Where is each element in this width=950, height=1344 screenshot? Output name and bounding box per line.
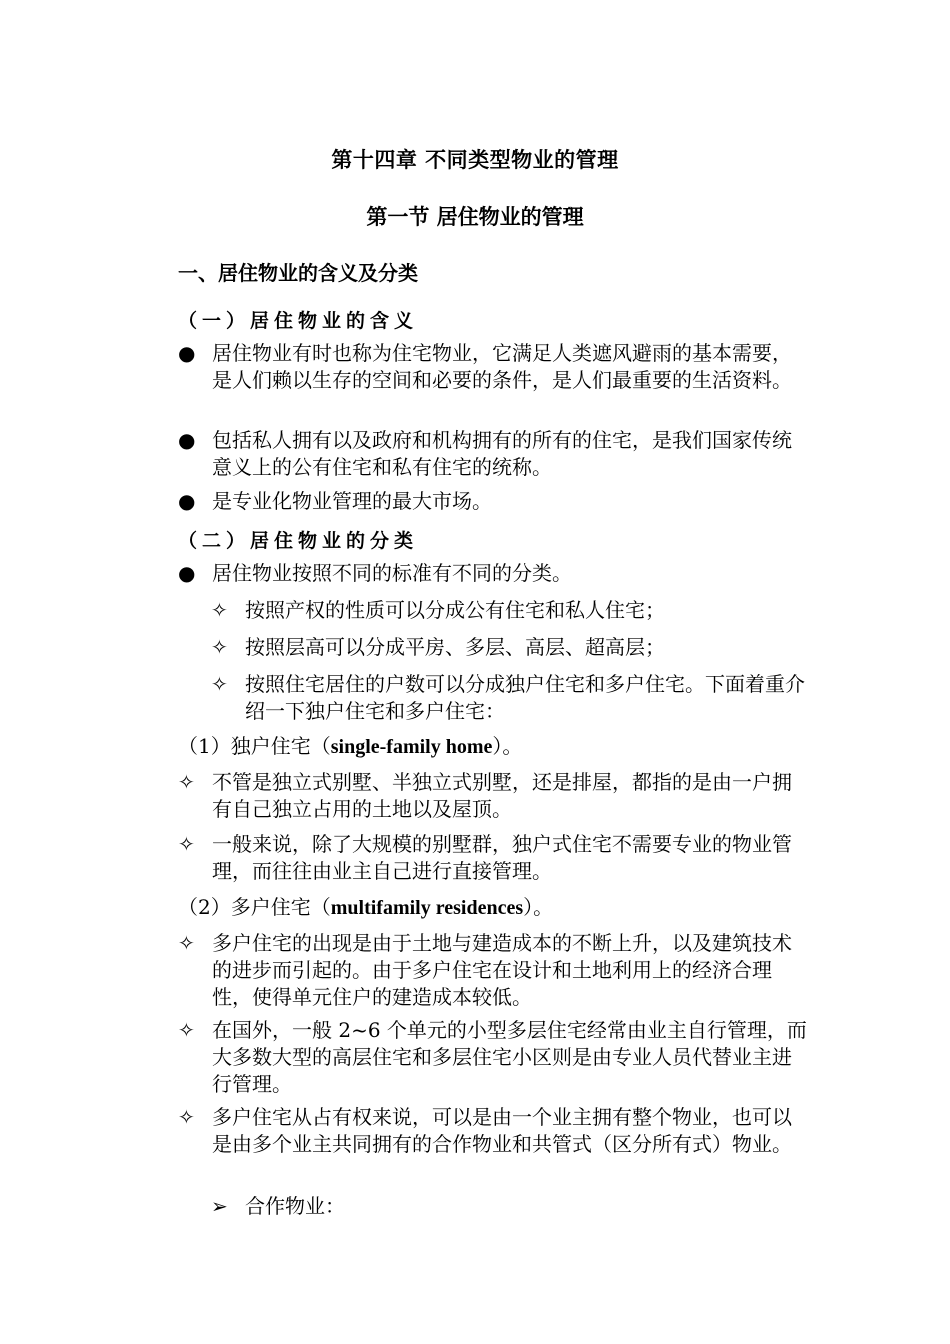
type-multifamily <box>178 894 553 922</box>
section-title: 第一节 居住物业的管理 <box>366 204 584 229</box>
list-item-text: 按照产权的性质可以分成公有住宅和私人住宅； <box>245 598 665 622</box>
type-prefix: （1）独户住宅（ <box>178 734 331 758</box>
type-suffix: ）。 <box>492 734 523 758</box>
diamond-icon: ✧ <box>178 1018 195 1042</box>
list-item-text: 多户住宅从占有权来说，可以是由一个业主拥有整个物业，也可以是由多个业主共同拥有的合作物业和共管式（区分所有式）物业。 <box>212 1105 792 1156</box>
list-item <box>178 488 808 515</box>
type-english: multifamily residences <box>330 897 524 919</box>
list-item <box>178 427 808 481</box>
list-item-text: 包括私人拥有以及政府和机构拥有的所有的住宅，是我们国家传统意义上的公有住宅和私有住宅的统称。 <box>212 428 792 479</box>
heading-definition-classification: 一、居住物业的含义及分类 <box>178 261 418 285</box>
diamond-icon: ✧ <box>178 770 195 794</box>
list-item-text: 合作物业： <box>245 1194 345 1218</box>
type-prefix: （2）多户住宅（ <box>178 895 331 919</box>
diamond-icon: ✧ <box>178 832 195 856</box>
diamond-icon: ✧ <box>178 931 195 955</box>
list-item <box>211 634 808 661</box>
chapter-title: 第十四章 不同类型物业的管理 <box>331 147 619 172</box>
subheading-classification: （二）居住物业的分类 <box>178 530 419 552</box>
diamond-icon: ✧ <box>211 635 228 659</box>
list-item-text: 多户住宅的出现是由于土地与建造成本的不断上升，以及建筑技术的进步而引起的。由于多户住宅在设计和土地利用上的经济合理性，使得单元住户的建造成本较低。 <box>212 931 792 1009</box>
list-item-text: 在国外，一般 2~6 个单元的小型多层住宅经常由业主自行管理，而大多数大型的高层住宅和多层住宅小区则是由专业人员代替业主进行管理。 <box>212 1018 807 1096</box>
list-item <box>178 930 808 1011</box>
diamond-icon: ✧ <box>211 598 228 622</box>
list-item <box>211 671 808 725</box>
diamond-icon: ✧ <box>178 1105 195 1129</box>
bullet-icon: ● <box>178 341 196 365</box>
list-item <box>211 1193 808 1220</box>
list-item <box>178 1017 808 1098</box>
list-item <box>178 831 808 885</box>
diamond-icon: ✧ <box>211 672 228 696</box>
bullet-icon: ● <box>178 561 196 585</box>
list-item-text: 居住物业按照不同的标准有不同的分类。 <box>212 561 572 585</box>
bullet-icon: ● <box>178 489 196 513</box>
list-item-text: 按照层高可以分成平房、多层、高层、超高层； <box>245 635 665 659</box>
list-item-text: 居住物业有时也称为住宅物业，它满足人类遮风避雨的基本需要，是人们赖以生存的空间和必要的条件，是人们最重要的生活资料。 <box>212 341 792 392</box>
list-item <box>178 1104 808 1158</box>
list-item <box>178 340 808 394</box>
subheading-definition: （一）居住物业的含义 <box>178 310 419 332</box>
bullet-icon: ● <box>178 428 196 452</box>
list-item-text: 一般来说，除了大规模的别墅群，独户式住宅不需要专业的物业管理，而往往由业主自己进行直接管理。 <box>212 832 792 883</box>
list-item <box>211 597 808 624</box>
type-single-family <box>178 733 522 761</box>
type-suffix: ）。 <box>523 895 554 919</box>
list-item <box>178 560 808 587</box>
list-item-text: 是专业化物业管理的最大市场。 <box>212 489 492 513</box>
arrow-icon: ➢ <box>211 1194 228 1218</box>
list-item-text: 不管是独立式别墅、半独立式别墅，还是排屋，都指的是由一户拥有自己独立占用的土地以及屋顶。 <box>212 770 792 821</box>
type-english: single-family home <box>330 736 493 758</box>
list-item-text: 按照住宅居住的户数可以分成独户住宅和多户住宅。下面着重介绍一下独户住宅和多户住宅： <box>245 672 805 723</box>
list-item <box>178 769 808 823</box>
